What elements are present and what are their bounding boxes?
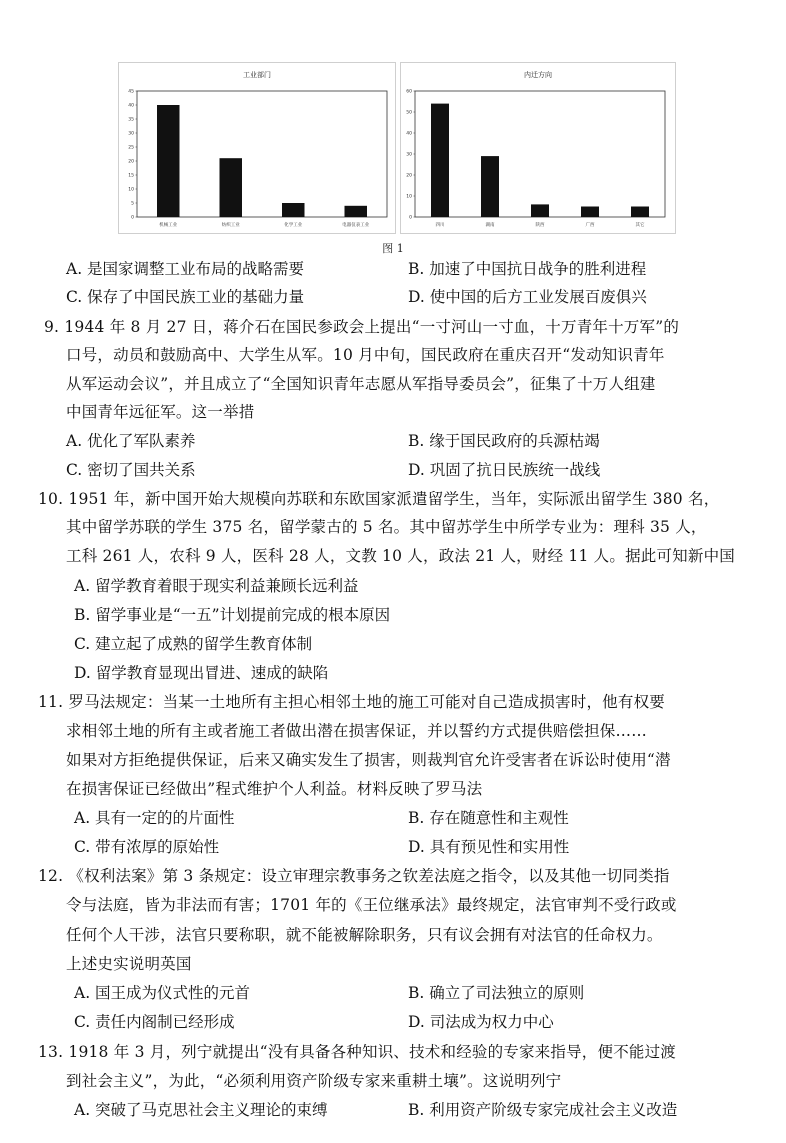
figure-1	[118, 62, 676, 234]
bar-4	[345, 206, 368, 217]
bar-3	[531, 204, 549, 217]
q11-option-b: B. 存在随意性和主观性	[408, 809, 569, 827]
q12-stem-line-1: 12. 《权利法案》第 3 条规定：设立审理宗教事务之钦差法庭之指令，以及其他一切同类指	[38, 867, 670, 885]
q10-option-d: D. 留学教育显现出冒进、速成的缺陷	[74, 664, 329, 682]
bar-1	[157, 105, 180, 217]
q11-stem-line-1: 11. 罗马法规定：当某一土地所有主担心相邻土地的施工可能对自己造成损害时，他有权要	[38, 693, 665, 711]
chart-industry-sectors	[118, 62, 396, 234]
y-tick-label: 15	[128, 173, 134, 179]
bar-2	[481, 156, 499, 217]
q11-option-c: C. 带有浓厚的原始性	[74, 838, 220, 856]
q11-stem-line-4: 在损害保证已经做出”程式维护个人利益。材料反映了罗马法	[66, 780, 483, 798]
bar-5	[631, 207, 649, 218]
q9-option-d: D. 巩固了抗日民族统一战线	[408, 461, 601, 479]
q10-stem-line-1: 10. 1951 年，新中国开始大规模向苏联和东欧国家派遣留学生，当年，实际派出留学生 380 名，	[38, 490, 720, 508]
x-category-label: 化学工业	[284, 223, 303, 228]
q12-stem-line-2: 令与法庭，皆为非法而有害；1701 年的《王位继承法》最终规定，法官审判不受行政或	[66, 896, 677, 914]
chart-industry-sectors-svg	[119, 63, 395, 233]
y-tick-label: 30	[406, 152, 412, 158]
q8-option-c: C. 保存了中国民族工业的基础力量	[66, 288, 305, 306]
q10-stem-line-2: 其中留学苏联的学生 375 名，留学蒙古的 5 名。其中留苏学生中所学专业为：理科 35 人，	[66, 518, 707, 536]
chart-title: 内迁方向	[524, 71, 552, 79]
x-category-label: 电器仪表工业	[342, 223, 370, 228]
q9-stem-line-3: 从军运动会议”，并且成立了“全国知识青年志愿从军指导委员会”，征集了十万人组建	[66, 375, 656, 393]
y-tick-label: 60	[406, 89, 412, 95]
q12-option-c: C. 责任内阁制已经形成	[74, 1013, 235, 1031]
bar-4	[581, 207, 599, 218]
bar-3	[282, 203, 305, 217]
y-tick-label: 30	[128, 131, 134, 137]
y-tick-label: 50	[406, 110, 412, 116]
q11-stem-line-3: 如果对方拒绝提供保证，后来又确实发生了损害，则裁判官允许受害者在诉讼时使用“潜	[66, 751, 671, 769]
q13-stem-line-2: 到社会主义”，为此，“必须利用资产阶级专家来重耕土壤”。这说明列宁	[66, 1072, 562, 1090]
q9-option-b: B. 缘于国民政府的兵源枯竭	[408, 432, 600, 450]
y-tick-label: 40	[406, 131, 412, 137]
y-tick-label: 25	[128, 145, 134, 151]
q9-stem-line-2: 口号，动员和鼓励高中、大学生从军。10 月中旬，国民政府在重庆召开“发动知识青年	[66, 346, 665, 364]
q10-stem-line-3: 工科 261 人，农科 9 人，医科 28 人，文教 10 人，政法 21 人，财经 11 人。据此可知新中国	[66, 547, 735, 565]
y-tick-label: 35	[128, 117, 134, 123]
q10-option-a: A. 留学教育着眼于现实利益兼顾长远利益	[74, 577, 359, 595]
x-category-label: 广西	[585, 223, 595, 228]
q11-stem-line-2: 求相邻土地的所有主或者施工者做出潜在损害保证，并以誓约方式提供赔偿担保……	[66, 722, 647, 740]
y-tick-label: 0	[409, 215, 412, 221]
q9-stem-line-1: 9. 1944 年 8 月 27 日，蒋介石在国民参政会上提出“一寸河山一寸血，十万青年十万军”的	[44, 318, 680, 336]
q12-stem-line-3: 任何个人干涉，法官只要称职，就不能被解除职务，只有议会拥有对法官的任命权力。	[66, 926, 663, 944]
q10-option-c: C. 建立起了成熟的留学生教育体制	[74, 635, 313, 653]
chart-relocation-directions	[400, 62, 676, 234]
q13-option-a: A. 突破了马克思社会主义理论的束缚	[74, 1101, 328, 1119]
q12-option-b: B. 确立了司法独立的原则	[408, 984, 585, 1002]
q9-stem-line-4: 中国青年远征军。这一举措	[66, 403, 255, 421]
x-category-label: 机械工业	[159, 223, 178, 228]
x-category-label: 其它	[635, 223, 645, 228]
plot-area	[415, 91, 665, 217]
q13-option-b: B. 利用资产阶级专家完成社会主义改造	[408, 1101, 678, 1119]
y-tick-label: 10	[406, 194, 412, 200]
q12-option-d: D. 司法成为权力中心	[408, 1013, 554, 1031]
bar-1	[431, 104, 449, 217]
chart-relocation-directions-svg	[401, 63, 675, 233]
x-category-label: 湖南	[485, 223, 495, 228]
y-tick-label: 0	[131, 215, 134, 221]
q8-option-b: B. 加速了中国抗日战争的胜利进程	[408, 260, 647, 278]
x-category-label: 纺织工业	[221, 223, 240, 228]
figure-caption: 图 1	[382, 242, 404, 255]
q10-option-b: B. 留学事业是“一五”计划提前完成的根本原因	[74, 606, 391, 624]
q8-option-d: D. 使中国的后方工业发展百废俱兴	[408, 288, 647, 306]
q11-option-a: A. 具有一定的的片面性	[74, 809, 235, 827]
y-tick-label: 40	[128, 103, 134, 109]
q8-option-a: A. 是国家调整工业布局的战略需要	[66, 260, 305, 278]
y-tick-label: 45	[128, 89, 134, 95]
y-tick-label: 20	[128, 159, 134, 165]
chart-title: 工业部门	[243, 71, 271, 79]
x-category-label: 四川	[435, 223, 445, 228]
y-tick-label: 5	[131, 201, 134, 207]
q12-stem-line-4: 上述史实说明英国	[66, 955, 192, 973]
y-tick-label: 20	[406, 173, 412, 179]
q9-option-a: A. 优化了军队素养	[66, 432, 196, 450]
q12-option-a: A. 国王成为仪式性的元首	[74, 984, 251, 1002]
q9-option-c: C. 密切了国共关系	[66, 461, 196, 479]
y-tick-label: 10	[128, 187, 134, 193]
x-category-label: 陕西	[535, 223, 545, 228]
q13-stem-line-1: 13. 1918 年 3 月，列宁就提出“没有具备各种知识、技术和经验的专家来指导，便不能过渡	[38, 1043, 676, 1061]
bar-2	[220, 158, 243, 217]
q11-option-d: D. 具有预见性和实用性	[408, 838, 570, 856]
